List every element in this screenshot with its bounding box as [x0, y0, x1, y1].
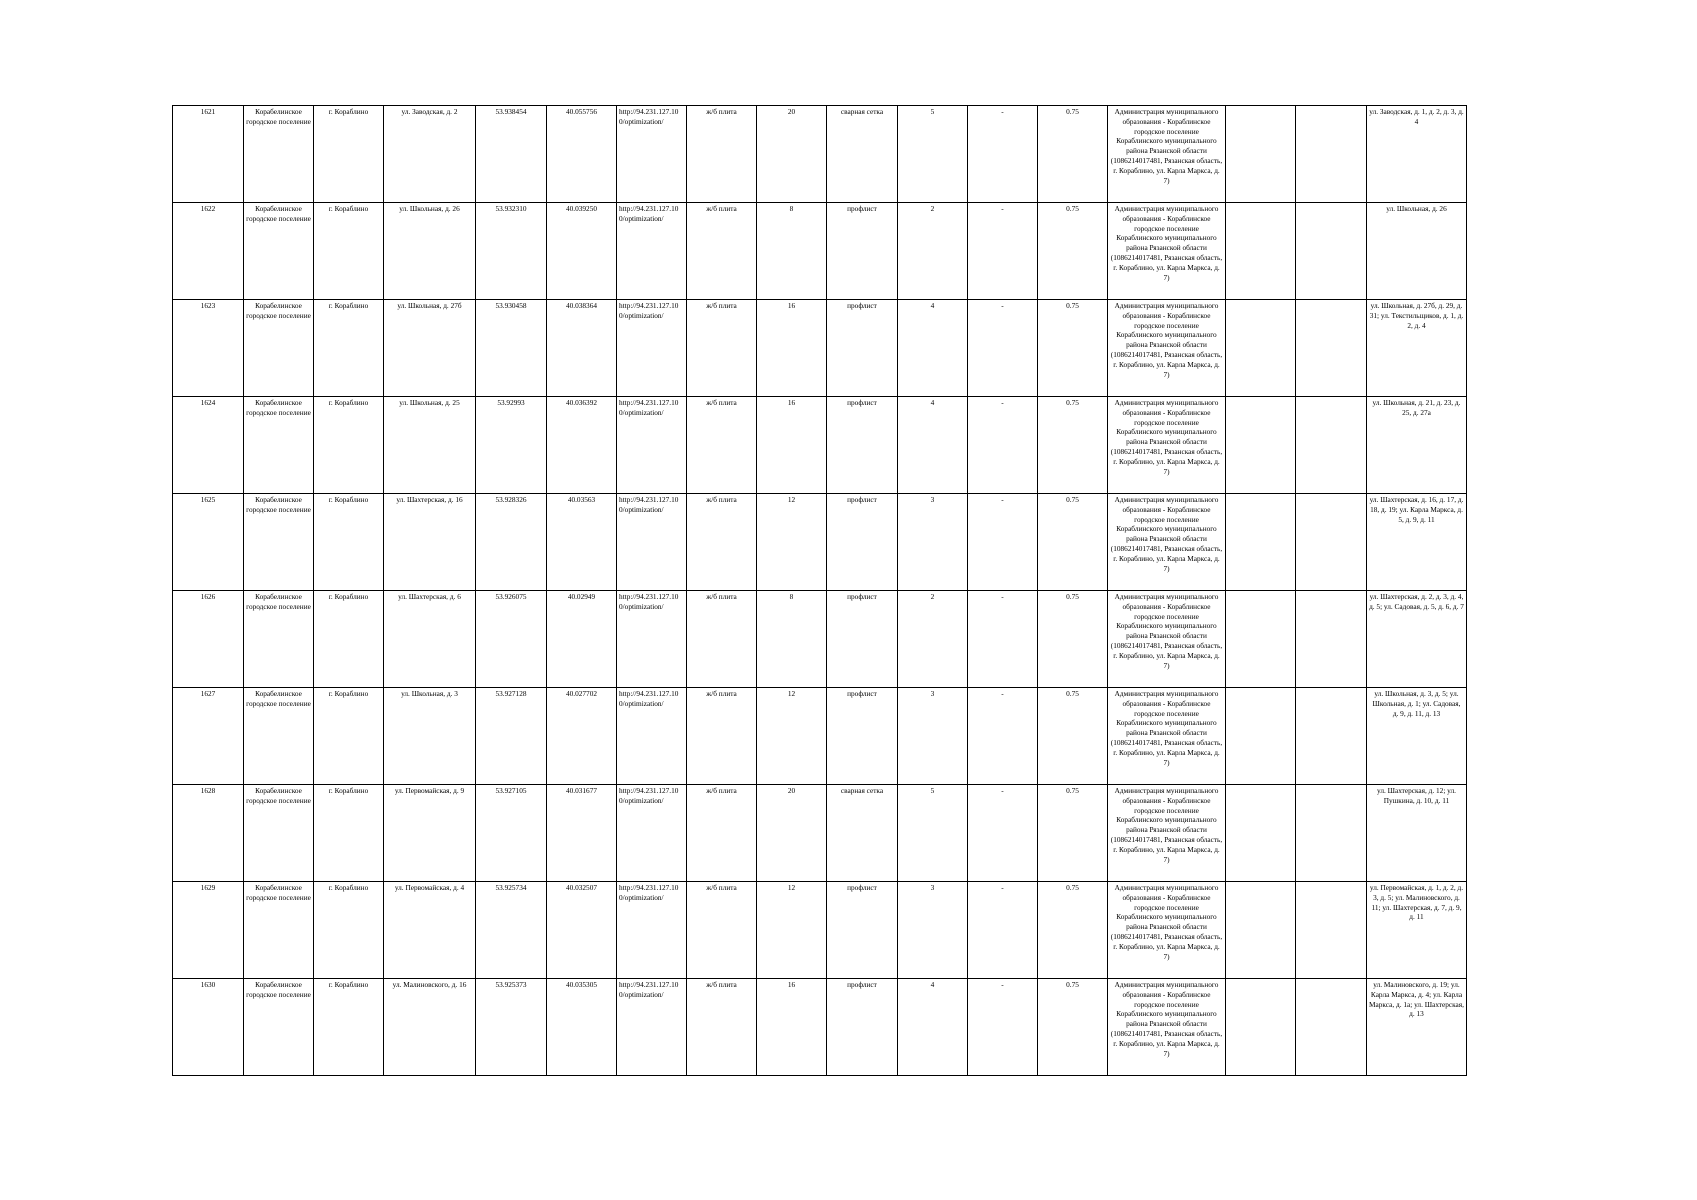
empty-cell: [1226, 688, 1296, 785]
latitude-cell: 53.92993: [476, 397, 547, 494]
latitude-cell: 53.930458: [476, 300, 547, 397]
link-cell[interactable]: http://94.231.127.10 0/optimization/: [617, 591, 687, 688]
container-count-cell: 4: [898, 300, 968, 397]
table-row: [173, 591, 1467, 688]
volume-cell: 0.75: [1038, 979, 1108, 1076]
table-row: [173, 300, 1467, 397]
fence-type-cell: профлист: [827, 688, 898, 785]
table-row: [173, 203, 1467, 300]
empty-cell: [1226, 300, 1296, 397]
empty-cell: [1296, 397, 1367, 494]
table-row: [173, 979, 1467, 1076]
area-cell: 16: [757, 300, 827, 397]
town-cell: г. Кораблино: [314, 300, 384, 397]
container-count-cell: 4: [898, 979, 968, 1076]
longitude-cell: 40.035305: [547, 979, 617, 1076]
link-cell[interactable]: http://94.231.127.10 0/optimization/: [617, 688, 687, 785]
empty-cell: [1296, 591, 1367, 688]
owner-cell: Администрация муниципального образования - Кораблинское городское поселение Кораблинского муниципального района Рязанской области (1086214017481, Рязанская область, г. Кораблино, ул. Карла Маркса, д. 7): [1108, 882, 1226, 979]
address-cell: ул. Шахтерская, д. 6: [384, 591, 476, 688]
row-number-cell: 1623: [173, 300, 244, 397]
settlement-cell: Корабелинское городское поселение: [244, 203, 314, 300]
volume-cell: 0.75: [1038, 300, 1108, 397]
container-count-cell: 3: [898, 688, 968, 785]
table-row: [173, 106, 1467, 203]
fence-type-cell: профлист: [827, 494, 898, 591]
address-cell: ул. Малиновского, д. 16: [384, 979, 476, 1076]
latitude-cell: 53.927128: [476, 688, 547, 785]
empty-cell: [1296, 494, 1367, 591]
area-cell: 8: [757, 591, 827, 688]
settlement-cell: Корабелинское городское поселение: [244, 979, 314, 1076]
town-cell: г. Кораблино: [314, 688, 384, 785]
empty-cell: [1226, 979, 1296, 1076]
town-cell: г. Кораблино: [314, 494, 384, 591]
settlement-cell: Корабелинское городское поселение: [244, 785, 314, 882]
link-cell[interactable]: http://94.231.127.10 0/optimization/: [617, 106, 687, 203]
row-number-cell: 1628: [173, 785, 244, 882]
volume-cell: 0.75: [1038, 203, 1108, 300]
surface-material-cell: ж/б плита: [687, 785, 757, 882]
registry-table: [172, 105, 1467, 1076]
empty-cell: [1296, 688, 1367, 785]
address-cell: ул. Первомайская, д. 9: [384, 785, 476, 882]
surface-material-cell: ж/б плита: [687, 591, 757, 688]
address-cell: ул. Первомайская, д. 4: [384, 882, 476, 979]
empty-cell: [1296, 979, 1367, 1076]
settlement-cell: Корабелинское городское поселение: [244, 591, 314, 688]
owner-cell: Администрация муниципального образования - Кораблинское городское поселение Кораблинского муниципального района Рязанской области (1086214017481, Рязанская область, г. Кораблино, ул. Карла Маркса, д. 7): [1108, 979, 1226, 1076]
container-count-cell: 5: [898, 785, 968, 882]
owner-cell: Администрация муниципального образования - Кораблинское городское поселение Кораблинского муниципального района Рязанской области (1086214017481, Рязанская область, г. Кораблино, ул. Карла Маркса, д. 7): [1108, 688, 1226, 785]
empty-cell: [1226, 397, 1296, 494]
served-addresses-cell: ул. Шахтерская, д. 2, д. 3, д. 4, д. 5; ул. Садовая, д. 5, д. 6, д. 7: [1367, 591, 1467, 688]
row-number-cell: 1625: [173, 494, 244, 591]
town-cell: г. Кораблино: [314, 397, 384, 494]
extra-cell: -: [968, 203, 1038, 300]
empty-cell: [1226, 591, 1296, 688]
area-cell: 8: [757, 203, 827, 300]
area-cell: 12: [757, 494, 827, 591]
settlement-cell: Корабелинское городское поселение: [244, 106, 314, 203]
empty-cell: [1226, 106, 1296, 203]
link-cell[interactable]: http://94.231.127.10 0/optimization/: [617, 300, 687, 397]
extra-cell: -: [968, 300, 1038, 397]
container-count-cell: 5: [898, 106, 968, 203]
owner-cell: Администрация муниципального образования - Кораблинское городское поселение Кораблинского муниципального района Рязанской области (1086214017481, Рязанская область, г. Кораблино, ул. Карла Маркса, д. 7): [1108, 106, 1226, 203]
table-row: [173, 397, 1467, 494]
fence-type-cell: сварная сетка: [827, 785, 898, 882]
longitude-cell: 40.055756: [547, 106, 617, 203]
served-addresses-cell: ул. Школьная, д. 21, д. 23, д. 25, д. 27а: [1367, 397, 1467, 494]
town-cell: г. Кораблино: [314, 785, 384, 882]
row-number-cell: 1630: [173, 979, 244, 1076]
area-cell: 12: [757, 688, 827, 785]
served-addresses-cell: ул. Шахтерская, д. 12; ул. Пушкина, д. 10, д. 11: [1367, 785, 1467, 882]
served-addresses-cell: ул. Школьная, д. 3, д. 5; ул. Школьная, д. 1; ул. Садовая, д. 9, д. 11, д. 13: [1367, 688, 1467, 785]
longitude-cell: 40.039250: [547, 203, 617, 300]
owner-cell: Администрация муниципального образования - Кораблинское городское поселение Кораблинского муниципального района Рязанской области (1086214017481, Рязанская область, г. Кораблино, ул. Карла Маркса, д. 7): [1108, 203, 1226, 300]
longitude-cell: 40.038364: [547, 300, 617, 397]
row-number-cell: 1622: [173, 203, 244, 300]
served-addresses-cell: ул. Первомайская, д. 1, д. 2, д. 3, д. 5; ул. Малиновского, д. 11; ул. Шахтерская, д. 7, д. 9, д. 11: [1367, 882, 1467, 979]
longitude-cell: 40.031677: [547, 785, 617, 882]
longitude-cell: 40.027702: [547, 688, 617, 785]
link-cell[interactable]: http://94.231.127.10 0/optimization/: [617, 785, 687, 882]
surface-material-cell: ж/б плита: [687, 494, 757, 591]
surface-material-cell: ж/б плита: [687, 106, 757, 203]
settlement-cell: Корабелинское городское поселение: [244, 688, 314, 785]
owner-cell: Администрация муниципального образования - Кораблинское городское поселение Кораблинского муниципального района Рязанской области (1086214017481, Рязанская область, г. Кораблино, ул. Карла Маркса, д. 7): [1108, 300, 1226, 397]
area-cell: 16: [757, 397, 827, 494]
container-count-cell: 3: [898, 882, 968, 979]
extra-cell: -: [968, 688, 1038, 785]
volume-cell: 0.75: [1038, 591, 1108, 688]
fence-type-cell: профлист: [827, 300, 898, 397]
container-count-cell: 3: [898, 494, 968, 591]
extra-cell: -: [968, 882, 1038, 979]
row-number-cell: 1626: [173, 591, 244, 688]
area-cell: 16: [757, 979, 827, 1076]
surface-material-cell: ж/б плита: [687, 979, 757, 1076]
settlement-cell: Корабелинское городское поселение: [244, 397, 314, 494]
owner-cell: Администрация муниципального образования - Кораблинское городское поселение Кораблинского муниципального района Рязанской области (1086214017481, Рязанская область, г. Кораблино, ул. Карла Маркса, д. 7): [1108, 785, 1226, 882]
latitude-cell: 53.925373: [476, 979, 547, 1076]
extra-cell: -: [968, 494, 1038, 591]
link-cell[interactable]: http://94.231.127.10 0/optimization/: [617, 203, 687, 300]
longitude-cell: 40.02949: [547, 591, 617, 688]
fence-type-cell: профлист: [827, 203, 898, 300]
latitude-cell: 53.932310: [476, 203, 547, 300]
row-number-cell: 1627: [173, 688, 244, 785]
empty-cell: [1296, 106, 1367, 203]
served-addresses-cell: ул. Малиновского, д. 19; ул. Карла Маркса, д. 4; ул. Карла Маркса, д. 1а; ул. Шахтерская, д. 13: [1367, 979, 1467, 1076]
fence-type-cell: профлист: [827, 397, 898, 494]
fence-type-cell: профлист: [827, 882, 898, 979]
container-count-cell: 4: [898, 397, 968, 494]
row-number-cell: 1621: [173, 106, 244, 203]
address-cell: ул. Заводская, д. 2: [384, 106, 476, 203]
row-number-cell: 1629: [173, 882, 244, 979]
served-addresses-cell: ул. Школьная, д. 26: [1367, 203, 1467, 300]
town-cell: г. Кораблино: [314, 591, 384, 688]
settlement-cell: Корабелинское городское поселение: [244, 300, 314, 397]
container-count-cell: 2: [898, 203, 968, 300]
address-cell: ул. Школьная, д. 3: [384, 688, 476, 785]
volume-cell: 0.75: [1038, 397, 1108, 494]
extra-cell: -: [968, 106, 1038, 203]
owner-cell: Администрация муниципального образования - Кораблинское городское поселение Кораблинского муниципального района Рязанской области (1086214017481, Рязанская область, г. Кораблино, ул. Карла Маркса, д. 7): [1108, 591, 1226, 688]
extra-cell: -: [968, 591, 1038, 688]
empty-cell: [1296, 300, 1367, 397]
latitude-cell: 53.928326: [476, 494, 547, 591]
link-cell[interactable]: http://94.231.127.10 0/optimization/: [617, 397, 687, 494]
longitude-cell: 40.032507: [547, 882, 617, 979]
table-body: [173, 106, 1467, 1076]
empty-cell: [1296, 785, 1367, 882]
owner-cell: Администрация муниципального образования - Кораблинское городское поселение Кораблинского муниципального района Рязанской области (1086214017481, Рязанская область, г. Кораблино, ул. Карла Маркса, д. 7): [1108, 494, 1226, 591]
empty-cell: [1296, 203, 1367, 300]
settlement-cell: Корабелинское городское поселение: [244, 882, 314, 979]
address-cell: ул. Школьная, д. 25: [384, 397, 476, 494]
table-row: [173, 882, 1467, 979]
area-cell: 20: [757, 106, 827, 203]
empty-cell: [1226, 882, 1296, 979]
surface-material-cell: ж/б плита: [687, 688, 757, 785]
town-cell: г. Кораблино: [314, 979, 384, 1076]
latitude-cell: 53.925734: [476, 882, 547, 979]
served-addresses-cell: ул. Заводская, д. 1, д. 2, д. 3, д. 4: [1367, 106, 1467, 203]
served-addresses-cell: ул. Школьная, д. 27б, д. 29, д. 31; ул. Текстильщиков, д. 1, д. 2, д. 4: [1367, 300, 1467, 397]
extra-cell: -: [968, 979, 1038, 1076]
address-cell: ул. Школьная, д. 26: [384, 203, 476, 300]
latitude-cell: 53.938454: [476, 106, 547, 203]
empty-cell: [1296, 882, 1367, 979]
longitude-cell: 40.036392: [547, 397, 617, 494]
latitude-cell: 53.927105: [476, 785, 547, 882]
owner-cell: Администрация муниципального образования - Кораблинское городское поселение Кораблинского муниципального района Рязанской области (1086214017481, Рязанская область, г. Кораблино, ул. Карла Маркса, д. 7): [1108, 397, 1226, 494]
empty-cell: [1226, 203, 1296, 300]
table-row: [173, 688, 1467, 785]
fence-type-cell: сварная сетка: [827, 106, 898, 203]
longitude-cell: 40.03563: [547, 494, 617, 591]
latitude-cell: 53.926075: [476, 591, 547, 688]
town-cell: г. Кораблино: [314, 203, 384, 300]
surface-material-cell: ж/б плита: [687, 300, 757, 397]
served-addresses-cell: ул. Шахтерская, д. 16, д. 17, д. 18, д. 19; ул. Карла Маркса, д. 5, д. 9, д. 11: [1367, 494, 1467, 591]
extra-cell: -: [968, 785, 1038, 882]
fence-type-cell: профлист: [827, 591, 898, 688]
address-cell: ул. Школьная, д. 27б: [384, 300, 476, 397]
table-row: [173, 785, 1467, 882]
town-cell: г. Кораблино: [314, 882, 384, 979]
table-row: [173, 494, 1467, 591]
volume-cell: 0.75: [1038, 688, 1108, 785]
volume-cell: 0.75: [1038, 494, 1108, 591]
volume-cell: 0.75: [1038, 785, 1108, 882]
empty-cell: [1226, 494, 1296, 591]
container-count-cell: 2: [898, 591, 968, 688]
fence-type-cell: профлист: [827, 979, 898, 1076]
extra-cell: -: [968, 397, 1038, 494]
link-cell[interactable]: http://94.231.127.10 0/optimization/: [617, 882, 687, 979]
surface-material-cell: ж/б плита: [687, 203, 757, 300]
link-cell[interactable]: http://94.231.127.10 0/optimization/: [617, 979, 687, 1076]
empty-cell: [1226, 785, 1296, 882]
row-number-cell: 1624: [173, 397, 244, 494]
settlement-cell: Корабелинское городское поселение: [244, 494, 314, 591]
area-cell: 20: [757, 785, 827, 882]
address-cell: ул. Шахтерская, д. 16: [384, 494, 476, 591]
town-cell: г. Кораблино: [314, 106, 384, 203]
area-cell: 12: [757, 882, 827, 979]
volume-cell: 0.75: [1038, 106, 1108, 203]
surface-material-cell: ж/б плита: [687, 882, 757, 979]
volume-cell: 0.75: [1038, 882, 1108, 979]
link-cell[interactable]: http://94.231.127.10 0/optimization/: [617, 494, 687, 591]
surface-material-cell: ж/б плита: [687, 397, 757, 494]
